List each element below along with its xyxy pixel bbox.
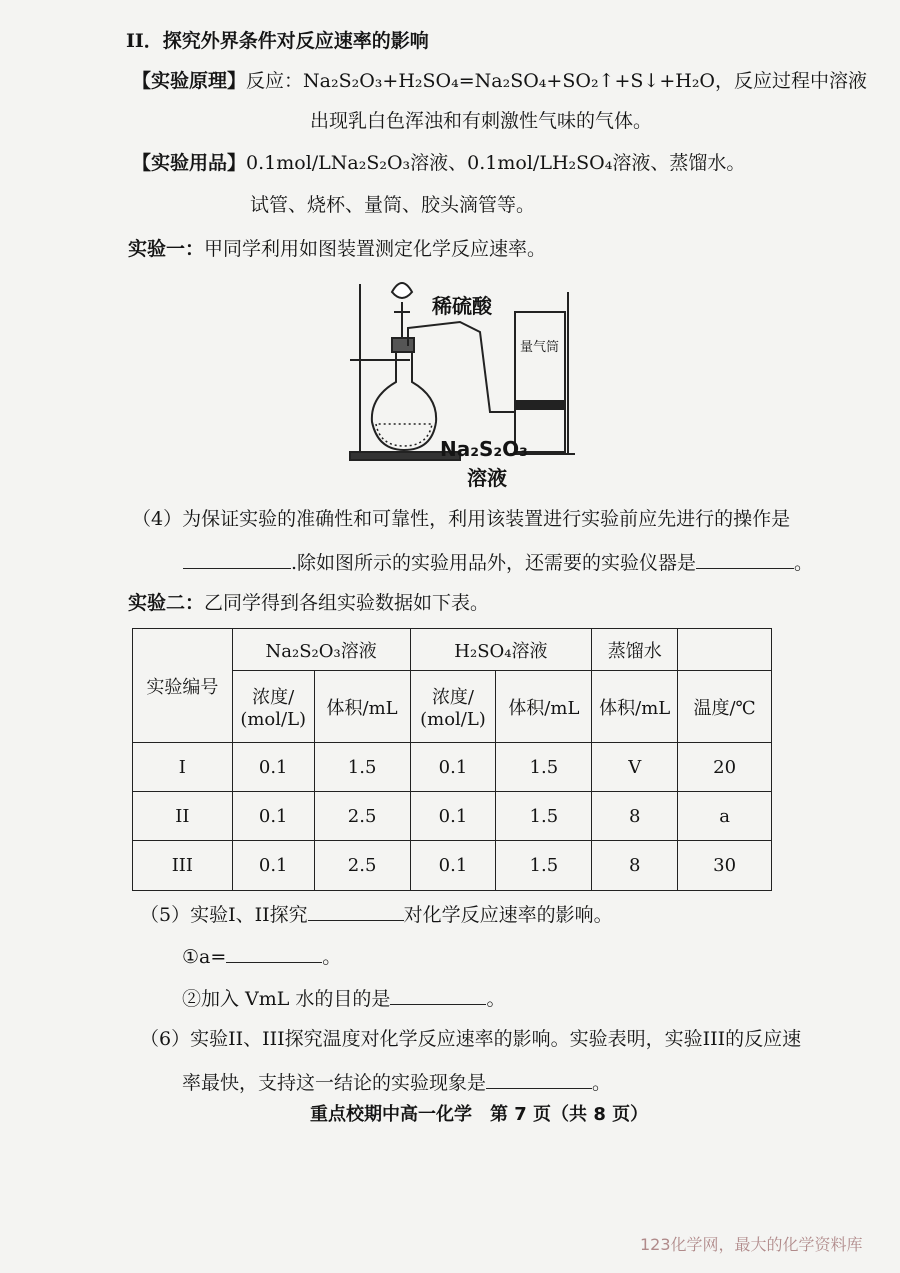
acid-label: 稀硫酸 xyxy=(432,294,492,318)
header-na-conc: 浓度/ (mol/L) xyxy=(232,671,314,743)
flask xyxy=(372,352,436,450)
materials-text: 0.1mol/LNa₂S₂O₃溶液、0.1mol/LH₂SO₄溶液、蒸馏水。 xyxy=(246,152,746,174)
exp1-title: 实验一： xyxy=(128,238,205,260)
q6-line-2: 率最快，支持这一结论的实验现象是 。 xyxy=(182,1068,611,1096)
stopper xyxy=(392,338,414,352)
header-water: 蒸馏水 xyxy=(592,629,678,671)
table-row: II 0.1 2.5 0.1 1.5 8 a xyxy=(133,792,772,841)
table-row: III 0.1 2.5 0.1 1.5 8 30 xyxy=(133,841,772,891)
q4-line-1: （4）为保证实验的准确性和可靠性，利用该装置进行实验前应先进行的操作是 xyxy=(132,508,791,530)
exp2-line xyxy=(128,590,489,616)
q5-line: （5）实验I、II探究 对化学反应速率的影响。 xyxy=(140,900,613,928)
flask-solution-label: 溶液 xyxy=(467,466,507,490)
q4-line-2: .除如图所示的实验用品外，还需要的实验仪器是 。 xyxy=(183,548,813,576)
answer-blank-q4b[interactable] xyxy=(696,548,794,569)
section-title: II．探究外界条件对反应速率的影响 xyxy=(126,30,429,52)
q5-sub2: ②加入 VmL 水的目的是 。 xyxy=(182,984,505,1012)
header-h-vol: 体积/mL xyxy=(496,671,592,743)
gas-tube-label: 量气筒 xyxy=(520,340,560,355)
watermark: 123化学网，最大的化学资料库 xyxy=(640,1235,863,1254)
header-blank xyxy=(678,629,772,671)
answer-blank-q6[interactable] xyxy=(486,1068,592,1089)
exp1-text: 甲同学利用如图装置测定化学反应速率。 xyxy=(204,238,547,260)
materials-label: 【实验用品】 xyxy=(132,152,247,174)
separatory-funnel xyxy=(392,283,412,298)
header-h-conc: 浓度/ (mol/L) xyxy=(410,671,496,743)
experiment-table xyxy=(132,628,772,891)
principle-label: 【实验原理】 xyxy=(132,70,247,92)
answer-blank-q5[interactable] xyxy=(308,900,404,921)
header-na-vol: 体积/mL xyxy=(314,671,410,743)
exp1-line xyxy=(128,236,546,262)
q6-line-1: （6）实验II、III探究温度对化学反应速率的影响。实验表明，实验III的反应速 xyxy=(140,1028,802,1050)
exp2-title: 实验二： xyxy=(128,592,205,614)
exp2-text: 乙同学得到各组实验数据如下表。 xyxy=(204,592,490,614)
materials-line-1 xyxy=(132,150,745,176)
delivery-tube xyxy=(408,322,514,412)
gas-burette xyxy=(515,312,565,452)
principle-line-1 xyxy=(132,68,867,94)
header-water-vol: 体积/mL xyxy=(592,671,678,743)
principle-line-2: 出现乳白色浑浊和有刺激性气味的气体。 xyxy=(310,110,653,132)
answer-blank-q5-v[interactable] xyxy=(390,984,486,1005)
header-temp: 温度/℃ xyxy=(678,671,772,743)
header-h2so4: H₂SO₄溶液 xyxy=(410,629,592,671)
q5-sub1: ①a= 。 xyxy=(182,942,341,970)
flask-solute-label: Na₂S₂O₃ xyxy=(440,437,528,461)
principle-text: 反应：Na₂S₂O₃+H₂SO₄=Na₂SO₄+SO₂↑+S↓+H₂O，反应过程中溶液 xyxy=(246,70,868,92)
table-row: I 0.1 1.5 0.1 1.5 V 20 xyxy=(133,743,772,792)
header-na2s2o3: Na₂S₂O₃溶液 xyxy=(232,629,410,671)
header-exp-id: 实验编号 xyxy=(133,629,233,743)
answer-blank-q5-a[interactable] xyxy=(226,942,322,963)
page-footer: 重点校期中高一化学 第 7 页（共 8 页） xyxy=(310,1104,649,1125)
answer-blank-q4a[interactable] xyxy=(183,548,291,569)
materials-line-2: 试管、烧杯、量筒、胶头滴管等。 xyxy=(250,194,536,216)
